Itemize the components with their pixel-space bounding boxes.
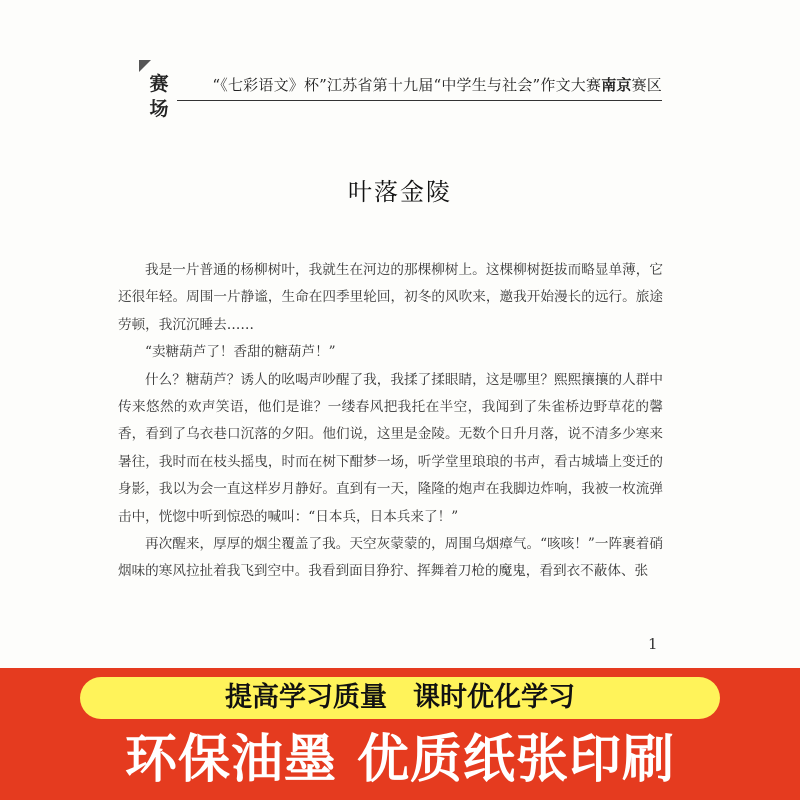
running-title-bold: 南京 [601,76,632,94]
paragraph: 我是一片普通的杨柳树叶，我就生在河边的那棵柳树上。这棵柳树挺拔而略显单薄，它还很年轻。周围一片静谧，生命在四季里轮回，初冬的风吹来，邀我开始漫长的远行。旅途劳顿，我沉沉睡去…… [118,262,663,333]
paragraph: 再次醒来，厚厚的烟尘覆盖了我。天空灰蒙蒙的，周围乌烟瘴气。“咳咳！”一阵裹着硝烟味的寒风拉扯着我飞到空中。我看到面目狰狞、挥舞着刀枪的魔鬼，看到衣不蔽体、张 [118,536,663,580]
section-tag [147,72,171,122]
slogan-pill [80,677,720,719]
page-number: 1 [648,635,658,653]
paragraph: “卖糖葫芦了！香甜的糖葫芦！” [145,344,336,361]
paragraph: 什么？糖葫芦？诱人的吆喝声吵醒了我，我揉了揉眼睛，这是哪里？熙熙攘攘的人群中传来悠然的欢声笑语，他们是谁？一缕春风把我托在半空，我闻到了朱雀桥边野草花的馨香，看到了乌衣巷口沉落的夕阳。他们说，这里是金陵。无数个日升月落，说不清多少寒来暑往，我时而在枝头摇曳，时而在树下酣梦一场，听学堂里琅琅的书声，看古城墙上变迁的身影，我以为会一直这样岁月静好。直到有一天，隆隆的炮声在我脚边炸响，我被一枚流弹击中，恍惚中听到惊恐的喊叫：“日本兵，日本兵来了！” [118,371,663,525]
slogan-right: 课时优化学习 [413,682,575,713]
section-tag-char-2: 场 [149,98,169,120]
running-title [212,74,662,95]
big-slogan [0,728,800,792]
article-title: 叶落金陵 [348,178,452,206]
corner-triangle-icon [139,60,151,72]
slogan-left: 提高学习质量 [225,682,387,713]
running-title-prefix: “《七彩语文》杯”江苏省第十九届“中学生与社会”作文大赛 [212,76,602,94]
big-slogan-right: 优质纸张印刷 [357,730,676,790]
section-tag-char-1: 赛 [149,73,169,95]
running-title-suffix: 赛区 [631,76,662,94]
article-body [118,257,663,586]
big-slogan-left: 环保油墨 [124,730,337,790]
promo-banner [0,668,800,800]
running-header [177,64,662,101]
